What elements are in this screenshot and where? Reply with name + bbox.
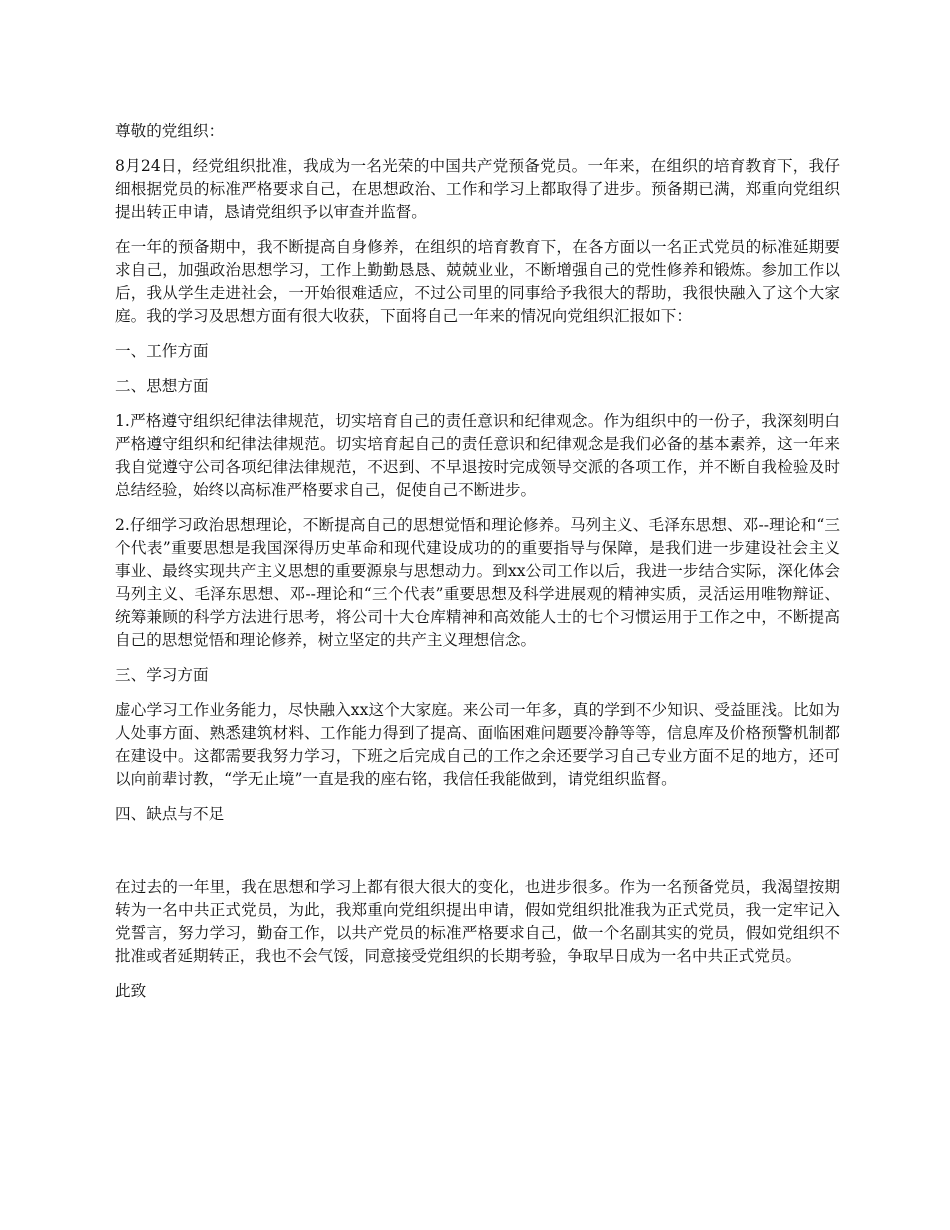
document-page: [115, 120, 840, 1003]
heading-thought: 二、思想方面: [115, 377, 209, 395]
paragraph-intro: 8月24日，经党组织批准，我成为一名光荣的中国共产党预备党员。一年来，在组织的培育教育下，我仔细根据党员的标准严格要求自己，在思想政治、工作和学习上都取得了进步。预备期已满，郑重向党组织提出转正申请，恳请党组织予以审查并监督。: [115, 157, 840, 221]
item-discipline: 1.严格遵守组织纪律法律规范，切实培育自己的责任意识和纪律观念。作为组织中的一份子，我深刻明白严格遵守组织和纪律法律规范。切实培育起自己的责任意识和纪律观念是我们必备的基本素养，这一年来我自觉遵守公司各项纪律法律规范，不迟到、不早退按时完成领导交派的各项工作，并不断自我检验及时总结经验，始终以高标准严格要求自己，促使自己不断进步。: [115, 412, 840, 499]
item-theory: 2.仔细学习政治思想理论，不断提高自己的思想觉悟和理论修养。马列主义、毛泽东思想、邓--理论和“三个代表”重要思想是我国深得历史革命和现代建设成功的的重要指导与保障，是我们进一步建设社会主义事业、最终实现共产主义思想的重要源泉与思想动力。到xx公司工作以后，我进一步结合实际，深化体会马列主义、毛泽东思想、邓--理论和“三个代表”重要思想及科学进展观的精神实质，灵活运用唯物辩证、统筹兼顾的科学方法进行思考，将公司十大仓库精神和高效能人士的七个习惯运用于工作之中，不断提高自己的思想觉悟和理论修养，树立坚定的共产主义理想信念。: [115, 516, 840, 649]
salutation: 尊敬的党组织：: [115, 122, 225, 140]
paragraph-probation: 在一年的预备期中，我不断提高自身修养，在组织的培育教育下，在各方面以一名正式党员的标准延期要求自己，加强政治思想学习，工作上勤勤恳恳、兢兢业业，不断增强自己的党性修养和锻炼。参加工作以后，我从学生走进社会，一开始很难适应，不过公司里的同事给予我很大的帮助，我很快融入了这个大家庭。我的学习及思想方面有很大收获，下面将自己一年来的情况向党组织汇报如下：: [115, 238, 840, 325]
heading-study: 三、学习方面: [115, 666, 209, 684]
heading-work: 一、工作方面: [115, 342, 209, 360]
closing: 此致: [115, 982, 147, 1000]
paragraph-study: 虚心学习工作业务能力，尽快融入xx这个大家庭。来公司一年多，真的学到不少知识、受益匪浅。比如为人处事方面、熟悉建筑材料、工作能力得到了提高、面临困难问题要冷静等等，信息库及价格预警机制都在建设中。这都需要我努力学习，下班之后完成自己的工作之余还要学习自己专业方面不足的地方，还可以向前辈讨教，“学无止境”一直是我的座右铭，我信任我能做到，请党组织监督。: [115, 701, 840, 788]
paragraph-conclusion: 在过去的一年里，我在思想和学习上都有很大很大的变化，也进步很多。作为一名预备党员，我渴望按期转为一名中共正式党员，为此，我郑重向党组织提出申请，假如党组织批准我为正式党员，我一定牢记入党誓言，努力学习，勤奋工作，以共产党员的标准严格要求自己，做一个名副其实的党员，假如党组织不批准或者延期转正，我也不会气馁，同意接受党组织的长期考验，争取早日成为一名中共正式党员。: [115, 878, 840, 965]
heading-shortcomings: 四、缺点与不足: [115, 805, 225, 823]
